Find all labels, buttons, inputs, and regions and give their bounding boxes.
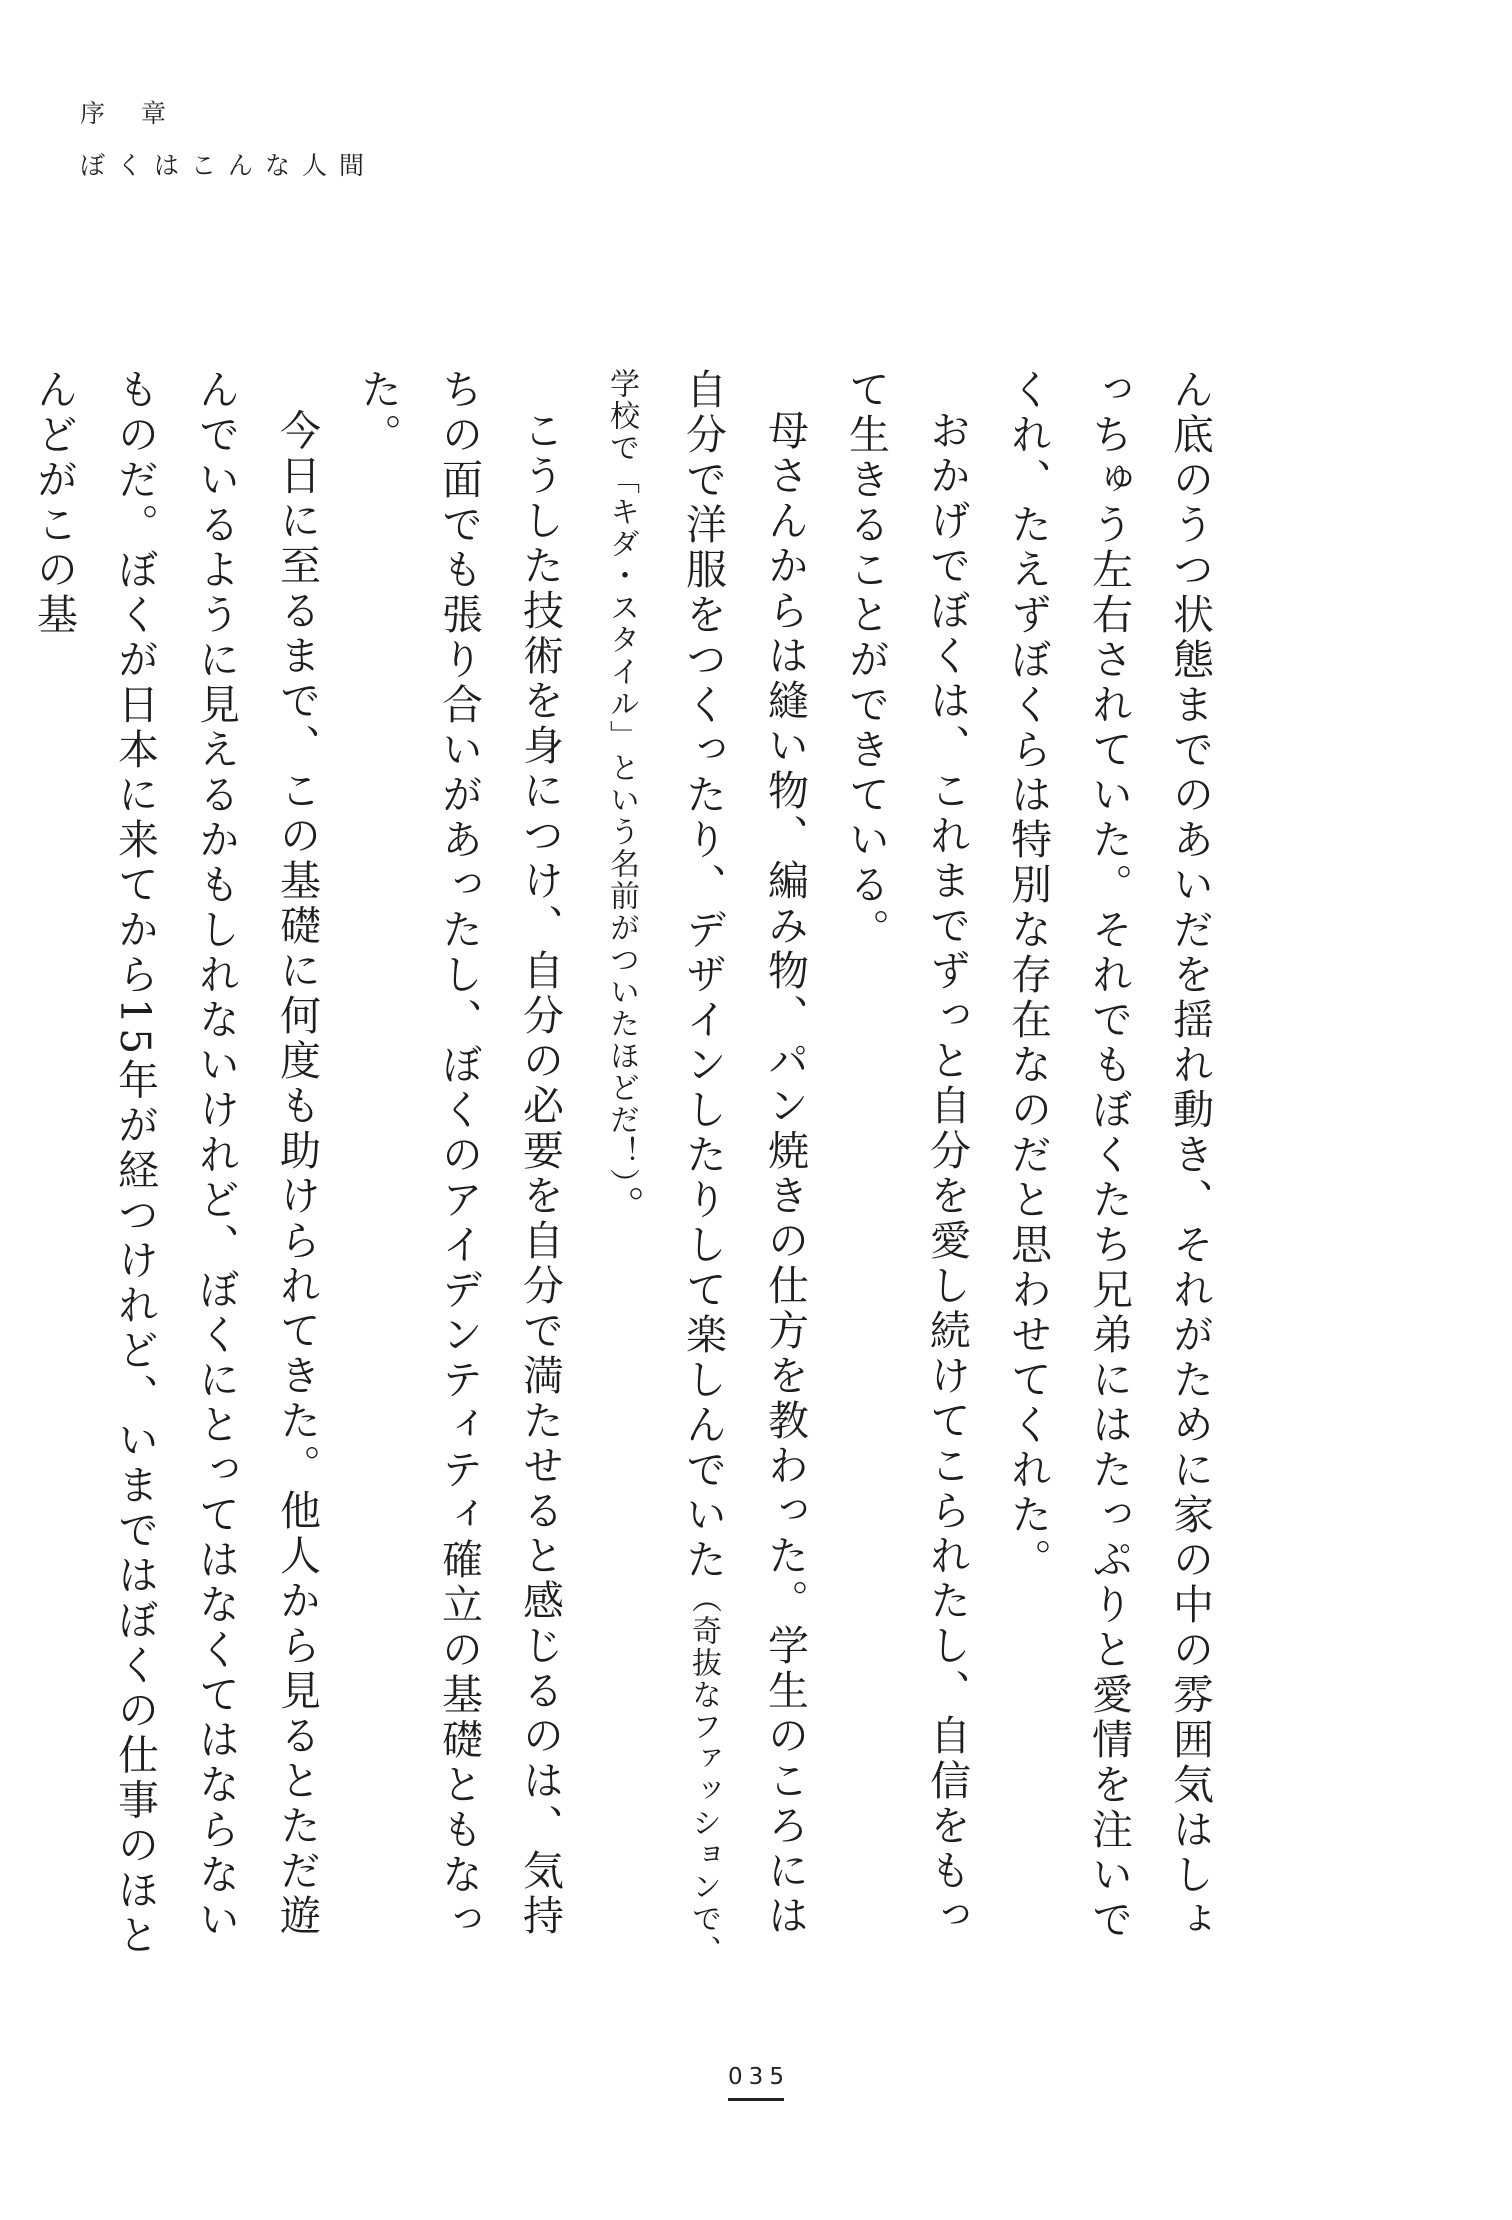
page-number xyxy=(0,2064,1512,2101)
paragraph-4: こうした技術を身につけ、自分の必要を自分で満たせると感じるのは、気持ちの面でも張り合いがあったし、ぼくのアイデンティティ確立の基礎ともなった。 xyxy=(354,368,564,1943)
paragraph-1: ん底のうつ状態までのあいだを揺れ動き、それがために家の中の雰囲気はしょっちゅう左右されていた。それでもぼくたち兄弟にはたっぷりと愛情を注いでくれ、たえずぼくらは特別な存在なのだと思わせてくれた。 xyxy=(1004,368,1214,1943)
running-head xyxy=(80,88,376,192)
chapter-subtitle: ぼくはこんな人間 xyxy=(80,151,377,180)
paragraph-5: 今日に至るまで、この基礎に何度も助けられてきた。他人から見るとただ遊んでいるように見えるかもしれないけれど、ぼくにとってはなくてはならないものだ。ぼくが日本に来てから15年が経つけれど、いまではぼくの仕事のほとんどがこの基 xyxy=(30,368,321,1959)
chapter-label: 序章 xyxy=(80,99,203,128)
paragraph-2: おかげでぼくは、これまでずっと自分を愛し続けてこられたし、自信をもって生きることができている。 xyxy=(842,368,971,1939)
page-number-text: 035 xyxy=(728,2064,790,2090)
page-number-underline xyxy=(728,2098,784,2101)
paragraph-3 xyxy=(580,368,825,1968)
paragraph-3-end: 。 xyxy=(597,1185,645,1230)
body-text xyxy=(13,368,1230,1968)
paragraph-3-aside: （奇抜なファッションで、学校で「キダ・スタイル」という名前がついたほどだ！） xyxy=(604,368,721,1967)
paragraph-3-main: 母さんからは縫い物、編み物、パン焼きの仕方を教わった。学生のころには自分で洋服をつくったり、デザインしたりして楽しんでいた xyxy=(679,368,809,1939)
